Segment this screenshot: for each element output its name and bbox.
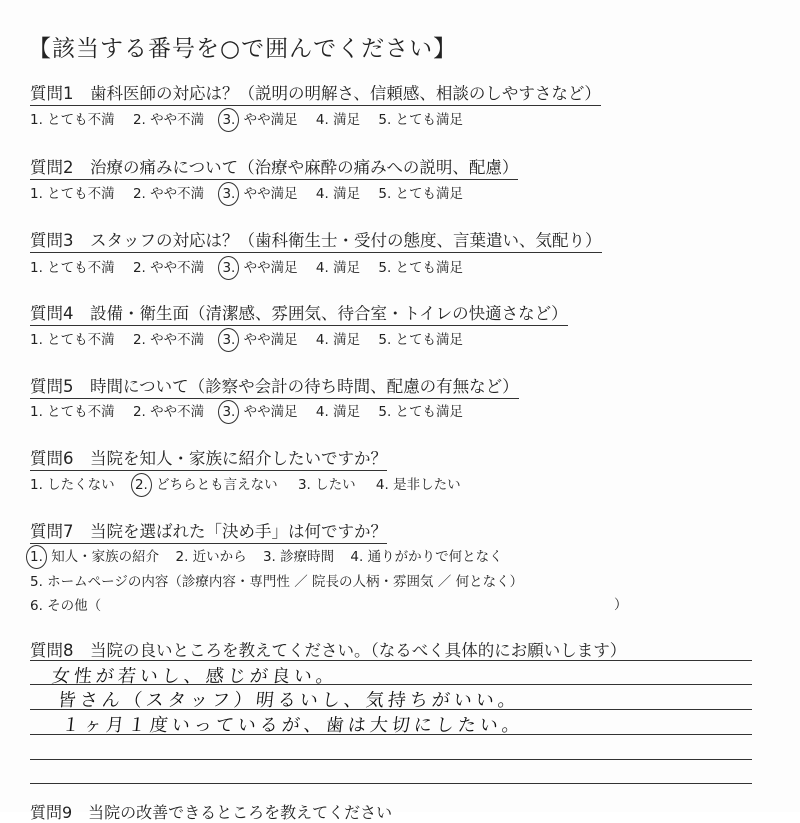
q2-option-3-circled[interactable]: 3. bbox=[222, 186, 236, 202]
q5-option-4[interactable]: 4. 満足 bbox=[315, 404, 361, 420]
question-7-row-3 bbox=[30, 594, 113, 614]
q2-option-2[interactable]: 2. やや不満 bbox=[132, 186, 205, 202]
q3-option-2[interactable]: 2. やや不満 bbox=[132, 260, 205, 276]
q3-option-1[interactable]: 1. とても不満 bbox=[30, 260, 115, 276]
q6-option-1[interactable]: 1. したくない bbox=[30, 477, 115, 493]
question-4-options bbox=[30, 328, 477, 348]
q2-option-5[interactable]: 5. とても満足 bbox=[378, 186, 464, 202]
question-5-title: 質問5 時間について（診察や会計の待ち時間、配慮の有無など） bbox=[30, 373, 519, 399]
q8-handwritten-line-3: １ヶ月１度いっているが、歯は大切にしたい。 bbox=[60, 715, 525, 736]
question-5-options bbox=[30, 400, 477, 420]
q7-option-1-circled[interactable]: 1. bbox=[30, 549, 43, 565]
question-2-options bbox=[30, 182, 477, 202]
q6-option-4[interactable]: 4. 是非したい bbox=[375, 477, 461, 493]
form-heading: 【該当する番号を○で囲んでください】 bbox=[28, 36, 458, 62]
q3-option-4[interactable]: 4. 満足 bbox=[315, 260, 361, 276]
q5-option-3-label: やや満足 bbox=[243, 404, 298, 420]
q8-handwritten-line-2: 皆さん（スタッフ）明るいし、気持ちがいい。 bbox=[56, 690, 521, 711]
question-9-title-cut: 質問9 当院の改善できるところを教えてください bbox=[30, 803, 393, 822]
q8-handwritten-line-1: 女性が若いし、感じが良い。 bbox=[50, 666, 339, 687]
q1-option-4[interactable]: 4. 満足 bbox=[315, 112, 361, 128]
q1-option-5[interactable]: 5. とても満足 bbox=[378, 112, 464, 128]
q4-option-3-label: やや満足 bbox=[243, 332, 298, 348]
answer-line bbox=[30, 759, 752, 760]
q2-option-1[interactable]: 1. とても不満 bbox=[30, 186, 115, 202]
answer-line bbox=[30, 660, 752, 661]
q5-option-2[interactable]: 2. やや不満 bbox=[132, 404, 205, 420]
question-3-title: 質問3 スタッフの対応は？（歯科衛生士・受付の態度、言葉遣い、気配り） bbox=[30, 227, 602, 253]
q7-option-5[interactable]: 5. ホームページの内容（診療内容・専門性 ／ 院長の人柄・雰囲気 ／ 何となく） bbox=[30, 574, 524, 590]
q7-option-3[interactable]: 3. 診療時間 bbox=[262, 549, 335, 565]
q3-option-5[interactable]: 5. とても満足 bbox=[378, 260, 464, 276]
q1-option-3-label: やや満足 bbox=[243, 112, 298, 128]
question-8-title: 質問8 当院の良いところを教えてください。（なるべく具体的にお願いします） bbox=[30, 641, 627, 660]
q5-option-5[interactable]: 5. とても満足 bbox=[378, 404, 464, 420]
q6-option-2-label: どちらとも言えない bbox=[156, 477, 278, 493]
question-7-row-2 bbox=[30, 570, 535, 590]
q2-option-4[interactable]: 4. 満足 bbox=[315, 186, 361, 202]
question-6-title: 質問6 当院を知人・家族に紹介したいですか？ bbox=[30, 445, 387, 471]
q5-option-3-circled[interactable]: 3. bbox=[222, 404, 236, 420]
question-6-options bbox=[30, 473, 477, 493]
question-1-options bbox=[30, 108, 477, 128]
q7-other-close-paren: ） bbox=[614, 597, 628, 613]
question-7-row-1 bbox=[30, 545, 515, 565]
q7-option-2[interactable]: 2. 近いから bbox=[175, 549, 247, 565]
answer-line bbox=[30, 783, 752, 784]
q4-option-5[interactable]: 5. とても満足 bbox=[378, 332, 464, 348]
q4-option-2[interactable]: 2. やや不満 bbox=[132, 332, 205, 348]
q1-option-2[interactable]: 2. やや不満 bbox=[132, 112, 205, 128]
q5-option-1[interactable]: 1. とても不満 bbox=[30, 404, 115, 420]
question-7-title: 質問7 当院を選ばれた「決め手」は何ですか？ bbox=[30, 518, 387, 544]
q6-option-3[interactable]: 3. したい bbox=[297, 477, 356, 493]
question-1-title: 質問1 歯科医師の対応は？（説明の明解さ、信頼感、相談のしやすさなど） bbox=[30, 80, 601, 106]
q4-option-4[interactable]: 4. 満足 bbox=[315, 332, 361, 348]
q7-option-6[interactable]: 6. その他（ bbox=[30, 598, 102, 614]
q1-option-1[interactable]: 1. とても不満 bbox=[30, 112, 115, 128]
q7-option-1-label: 知人・家族の紹介 bbox=[51, 549, 160, 565]
q1-option-3-circled[interactable]: 3. bbox=[222, 112, 236, 128]
q7-option-4[interactable]: 4. 通りがかりで何となく bbox=[350, 549, 503, 565]
question-3-options bbox=[30, 256, 477, 276]
question-2-title: 質問2 治療の痛みについて（治療や麻酔の痛みへの説明、配慮） bbox=[30, 154, 518, 180]
q2-option-3-label: やや満足 bbox=[243, 186, 298, 202]
q4-option-1[interactable]: 1. とても不満 bbox=[30, 332, 115, 348]
q4-option-3-circled[interactable]: 3. bbox=[222, 332, 236, 348]
q3-option-3-label: やや満足 bbox=[243, 260, 298, 276]
question-4-title: 質問4 設備・衛生面（清潔感、雰囲気、待合室・トイレの快適さなど） bbox=[30, 300, 568, 326]
q6-option-2-circled[interactable]: 2. bbox=[134, 477, 148, 493]
q3-option-3-circled[interactable]: 3. bbox=[222, 260, 236, 276]
